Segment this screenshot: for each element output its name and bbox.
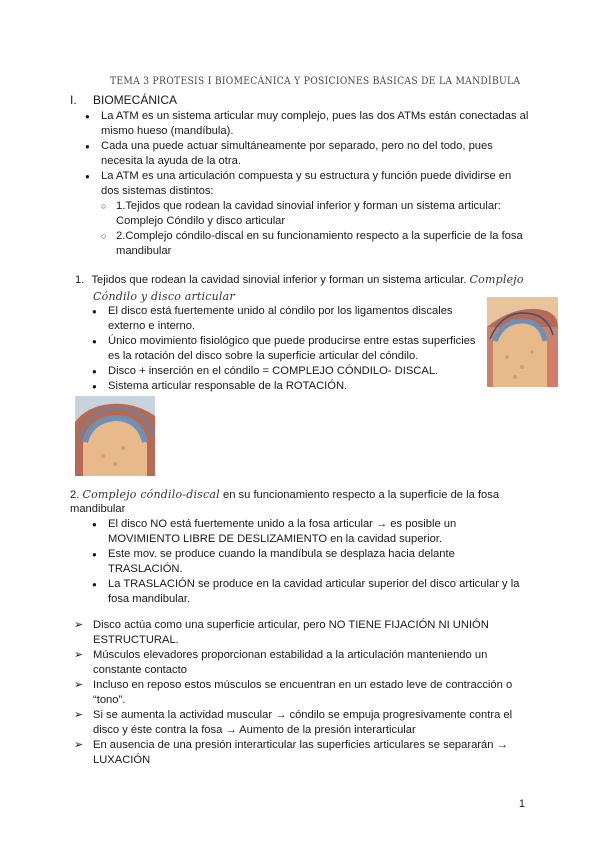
tmj-condyle-image bbox=[487, 297, 558, 387]
list-item: ● La TRASLACIÓN se produce en la cavidad articular superior del disco articular y la bbox=[108, 577, 548, 592]
part2-number: 2. bbox=[70, 489, 80, 501]
part1-heading-handwritten-line2: Cóndilo y disco articular bbox=[93, 290, 235, 303]
list-item: ● Sistema articular responsable de la ROTACIÓN. bbox=[108, 379, 488, 394]
list-item-cont: MOVIMIENTO LIBRE DE DESLIZAMIENTO en la cavidad superior. bbox=[108, 533, 443, 545]
list-item-cont: necesita la ayuda de la otra. bbox=[101, 155, 241, 167]
list-item-cont: TRASLACIÓN. bbox=[108, 563, 183, 575]
list-item: ● El disco está fuertemente unido al cóndilo por los ligamentos discales bbox=[108, 304, 488, 319]
sub-item: ○ 2.Complejo cóndilo-discal en su funcionamiento respecto a la superficie de la fosa bbox=[116, 229, 536, 244]
section-number: I. bbox=[70, 93, 77, 107]
sub-item-cont: mandibular bbox=[116, 245, 172, 257]
part2-list bbox=[108, 517, 548, 607]
part1-heading-handwritten: Complejo bbox=[469, 273, 524, 286]
sub-item-cont: Complejo Cóndilo y disco articular bbox=[116, 215, 286, 227]
list-item: ● Este mov. se produce cuando la mandíbula se desplaza hacia delante bbox=[108, 547, 548, 562]
page-number: 1 bbox=[518, 798, 525, 810]
sub-item: ○ 1.Tejidos que rodean la cavidad sinovial inferior y forman un sistema articular: bbox=[116, 199, 536, 214]
part1-number: 1. bbox=[75, 274, 85, 286]
arrow-item: ➢ Disco actúa como una superficie articular, pero NO TIENE FIJACIÓN NI UNIÓN bbox=[93, 618, 533, 633]
list-item-cont: dos sistemas distintos: bbox=[101, 185, 214, 197]
section-heading bbox=[70, 93, 177, 108]
list-item-cont: externo e interno. bbox=[108, 320, 196, 332]
list-item: ● Cada una puede actuar simultáneamente por separado, pero no del todo, pues bbox=[101, 139, 541, 154]
arrow-item-cont: LUXACIÓN bbox=[93, 754, 151, 766]
document-title: TEMA 3 PRÓTESIS I BIOMECÁNICA Y POSICIONES BÁSICAS DE LA MANDÍBULA bbox=[110, 76, 521, 87]
arrow-item: ➢ Músculos elevadores proporcionan estabilidad a la articulación manteniendo un bbox=[93, 648, 533, 663]
part2-heading-handwritten: Complejo cóndilo-discal bbox=[82, 488, 220, 501]
sub-list bbox=[116, 199, 536, 259]
part2-heading-line2: mandibular bbox=[70, 503, 126, 515]
arrow-item: ➢ Si se aumenta la actividad muscular → cóndilo se empuja progresivamente contra el bbox=[93, 708, 533, 723]
list-item-cont: fosa mandibular. bbox=[108, 593, 191, 605]
list-item-cont: mismo hueso (mandíbula). bbox=[101, 125, 234, 137]
arrow-list bbox=[93, 618, 533, 768]
list-item: ● El disco NO está fuertemente unido a la fosa articular → es posible un bbox=[108, 517, 548, 532]
arrow-item: ➢ Incluso en reposo estos músculos se encuentran en un estado leve de contracción o bbox=[93, 678, 533, 693]
list-item: ● La ATM es una articulación compuesta y su estructura y función puede dividirse en bbox=[101, 169, 541, 184]
list-item-cont: es la rotación del disco sobre la superficie articular del cóndilo. bbox=[108, 350, 419, 362]
arrow-item-cont: constante contacto bbox=[93, 664, 187, 676]
part2-heading bbox=[70, 487, 540, 503]
part1-heading bbox=[75, 272, 535, 288]
arrow-item: ➢ En ausencia de una presión interarticular las superficies articulares se separarán → bbox=[93, 738, 533, 753]
intro-list bbox=[101, 109, 541, 199]
part1-heading-text: Tejidos que rodean la cavidad sinovial inferior y forman un sistema articular. bbox=[91, 274, 467, 286]
list-item: ● La ATM es un sistema articular muy complejo, pues las dos ATMs están conectadas al bbox=[101, 109, 541, 124]
section-label: BIOMECÁNICA bbox=[93, 93, 178, 107]
list-item: ● Disco + inserción en el cóndilo = COMPLEJO CÓNDILO- DISCAL. bbox=[108, 364, 488, 379]
arrow-item-cont: “tono”. bbox=[93, 694, 126, 706]
part1-list bbox=[108, 304, 488, 394]
part2-heading-text: en su funcionamiento respecto a la superficie de la fosa bbox=[222, 489, 500, 501]
condyle-disc-image bbox=[75, 396, 155, 476]
arrow-item-cont: ESTRUCTURAL. bbox=[93, 634, 179, 646]
arrow-item-cont: disco y éste contra la fosa → Aumento de la presión interarticular bbox=[93, 724, 416, 736]
list-item: ● Único movimiento fisiológico que puede producirse entre estas superficies bbox=[108, 334, 488, 349]
